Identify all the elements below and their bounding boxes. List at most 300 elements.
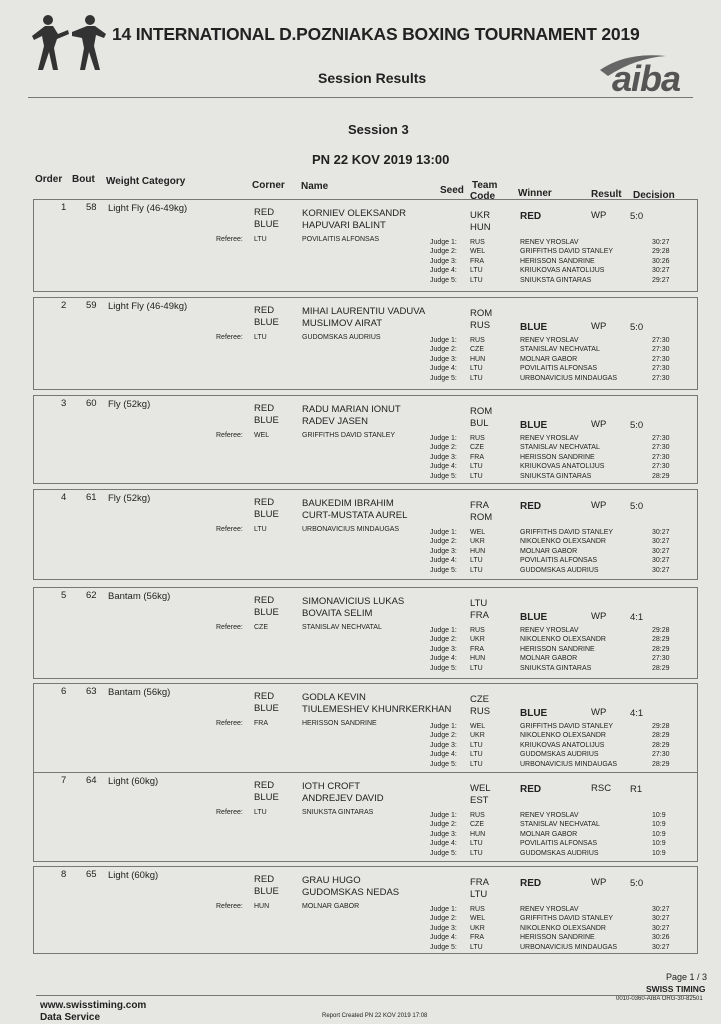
blue-team-code: RUS xyxy=(470,706,491,717)
judge-label: Judge 2: xyxy=(430,821,457,829)
blue-corner-label: BLUE xyxy=(254,703,279,714)
judge-score: 28:29 xyxy=(652,741,670,749)
judge-nation: LTU xyxy=(470,751,483,759)
judge-nation: RUS xyxy=(470,627,485,634)
red-boxer-name: GRAU HUGO xyxy=(302,875,361,886)
judge-score: 30:27 xyxy=(652,943,670,951)
judge-label: Judge 1: xyxy=(430,435,457,442)
referee-label: Referee: xyxy=(216,334,243,341)
judge-nation: LTU xyxy=(470,741,483,749)
judge-name: KRIUKOVAS ANATOLIJUS xyxy=(520,463,605,471)
judge-score: 10:9 xyxy=(652,840,666,848)
judge-nation: RUS xyxy=(470,906,485,913)
judge-score: 27:30 xyxy=(652,655,670,663)
referee-label: Referee: xyxy=(216,624,243,631)
judge-label: Judge 1: xyxy=(430,627,457,634)
judge-score: 10:9 xyxy=(652,830,666,838)
referee-nation: LTU xyxy=(254,526,267,533)
red-boxer-name: RADU MARIAN IONUT xyxy=(302,404,401,415)
judge-name: GRIFFITHS DAVID STANLEY xyxy=(520,529,614,536)
judge-label: Judge 5: xyxy=(430,664,457,672)
referee-name: GUDOMSKAS AUDRIUS xyxy=(302,334,381,341)
referee-nation: WEL xyxy=(254,432,270,439)
red-team-code: ROM xyxy=(470,308,493,319)
winner-corner: RED xyxy=(520,211,542,222)
judge-name: MOLNAR GABOR xyxy=(520,547,578,555)
decision-score: 5:0 xyxy=(630,420,644,431)
blue-boxer-name: BOVAITA SELIM xyxy=(302,608,373,619)
blue-corner-label: BLUE xyxy=(254,792,279,803)
bout-number: 62 xyxy=(86,590,97,601)
judge-nation: HUN xyxy=(470,655,486,663)
red-team-code: WEL xyxy=(470,783,491,794)
judge-score: 27:30 xyxy=(652,355,670,363)
weight-category: Bantam (56kg) xyxy=(108,591,171,602)
red-boxer-name: MIHAI LAURENTIU VADUVA xyxy=(302,306,426,317)
judge-nation: LTU xyxy=(470,463,483,471)
judge-score: 29:28 xyxy=(652,723,670,730)
blue-corner-label: BLUE xyxy=(254,415,279,426)
weight-category: Fly (52kg) xyxy=(108,493,151,504)
judge-nation: LTU xyxy=(470,760,483,768)
judge-nation: FRA xyxy=(470,257,484,265)
judge-name: GRIFFITHS DAVID STANLEY xyxy=(520,915,614,923)
blue-boxer-name: GUDOMSKAS NEDAS xyxy=(302,887,400,898)
blue-boxer-name: MUSLIMOV AIRAT xyxy=(302,318,383,329)
judge-name: KRIUKOVAS ANATOLIJUS xyxy=(520,741,605,749)
judge-nation: LTU xyxy=(470,365,483,373)
judge-label: Judge 2: xyxy=(430,248,457,256)
winner-corner: BLUE xyxy=(520,708,548,719)
judge-nation: CZE xyxy=(470,821,484,829)
judge-name: GUDOMSKAS AUDRIUS xyxy=(520,849,599,857)
referee-nation: FRA xyxy=(254,720,268,727)
judge-nation: HUN xyxy=(470,355,486,363)
session-datetime: PN 22 KOV 2019 13:00 xyxy=(312,152,450,167)
bout-order: 4 xyxy=(61,492,67,503)
bout-number: 60 xyxy=(86,398,97,409)
judge-nation: LTU xyxy=(470,374,483,382)
judge-name: RENEV YROSLAV xyxy=(520,906,579,913)
red-team-code: FRA xyxy=(470,500,489,511)
judge-nation: RUS xyxy=(470,337,485,344)
judge-score: 30:27 xyxy=(652,529,670,536)
blue-corner-label: BLUE xyxy=(254,607,279,618)
judge-score: 30:27 xyxy=(652,239,670,246)
result-type: WP xyxy=(591,321,607,332)
bout-order: 7 xyxy=(61,775,67,786)
judge-label: Judge 1: xyxy=(430,529,457,536)
judge-name: NIKOLENKO OLEXSANDR xyxy=(520,924,606,932)
judge-score: 28:29 xyxy=(652,636,670,644)
judge-name: RENEV YROSLAV xyxy=(520,812,579,819)
judge-score: 30:27 xyxy=(652,538,670,546)
col-corner: Corner xyxy=(252,180,285,191)
judge-label: Judge 5: xyxy=(430,566,457,574)
referee-label: Referee: xyxy=(216,526,243,533)
col-seed: Seed xyxy=(440,185,464,196)
red-corner-label: RED xyxy=(254,305,275,316)
result-type: WP xyxy=(591,500,607,511)
judge-name: GUDOMSKAS AUDRIUS xyxy=(520,751,599,759)
judge-score: 28:29 xyxy=(652,664,670,672)
bout-number: 59 xyxy=(86,300,97,311)
referee-name: GRIFFITHS DAVID STANLEY xyxy=(302,432,396,439)
blue-corner-label: BLUE xyxy=(254,509,279,520)
red-team-code: LTU xyxy=(470,598,488,609)
judge-nation: WEL xyxy=(470,723,486,730)
judge-label: Judge 4: xyxy=(430,557,457,565)
blue-boxer-name: RADEV JASEN xyxy=(302,416,368,427)
blue-team-code: EST xyxy=(470,795,489,806)
red-team-code: FRA xyxy=(470,877,489,888)
judge-name: URBONAVICIUS MINDAUGAS xyxy=(520,943,618,951)
judge-nation: HUN xyxy=(470,547,486,555)
judge-name: POVILAITIS ALFONSAS xyxy=(520,840,598,848)
red-boxer-name: IOTH CROFT xyxy=(302,781,361,792)
judge-label: Judge 3: xyxy=(430,924,457,932)
referee-name: STANISLAV NECHVATAL xyxy=(302,624,382,631)
judge-nation: UKR xyxy=(470,636,485,644)
result-type: WP xyxy=(591,707,607,718)
page-subtitle: Session Results xyxy=(318,70,427,86)
judge-nation: WEL xyxy=(470,915,486,923)
judge-score: 30:27 xyxy=(652,924,670,932)
judge-nation: LTU xyxy=(470,472,483,480)
col-name: Name xyxy=(301,181,329,192)
page-number: Page 1 / 3 xyxy=(666,972,708,982)
website-link[interactable]: www.swisstiming.com xyxy=(40,1000,147,1011)
result-type: WP xyxy=(591,877,607,888)
judge-label: Judge 1: xyxy=(430,337,457,344)
weight-category: Light (60kg) xyxy=(108,870,159,881)
brand-name: SWISS TIMING xyxy=(646,984,706,994)
winner-corner: RED xyxy=(520,784,542,795)
judge-nation: UKR xyxy=(470,538,485,546)
judge-score: 30:27 xyxy=(652,547,670,555)
judge-nation: LTU xyxy=(470,849,483,857)
red-corner-label: RED xyxy=(254,691,275,702)
judge-label: Judge 3: xyxy=(430,257,457,265)
bout-order: 3 xyxy=(61,398,67,409)
judge-nation: LTU xyxy=(470,267,483,275)
col-weight: Weight Category xyxy=(106,176,186,187)
blue-team-code: LTU xyxy=(470,889,488,900)
blue-team-code: HUN xyxy=(470,222,491,233)
judge-score: 27:30 xyxy=(652,453,670,461)
referee-nation: HUN xyxy=(254,903,270,910)
referee-label: Referee: xyxy=(216,432,243,439)
judge-nation: FRA xyxy=(470,645,484,653)
blue-boxer-name: HAPUVARI BALINT xyxy=(302,220,386,231)
judge-label: Judge 1: xyxy=(430,812,457,819)
judge-name: MOLNAR GABOR xyxy=(520,655,578,663)
red-team-code: CZE xyxy=(470,694,489,705)
judge-label: Judge 5: xyxy=(430,760,457,768)
judge-name: GRIFFITHS DAVID STANLEY xyxy=(520,248,614,256)
judge-score: 30:26 xyxy=(652,257,670,265)
bout-order: 5 xyxy=(61,590,67,601)
judge-score: 29:28 xyxy=(652,248,670,256)
judge-name: GUDOMSKAS AUDRIUS xyxy=(520,566,599,574)
judge-nation: LTU xyxy=(470,276,483,284)
judge-nation: LTU xyxy=(470,943,483,951)
judge-label: Judge 1: xyxy=(430,239,457,246)
judge-name: HERISSON SANDRINE xyxy=(520,257,595,265)
red-boxer-name: BAUKEDIM IBRAHIM xyxy=(302,498,394,509)
judge-label: Judge 5: xyxy=(430,374,457,382)
report-created: Report Created PN 22 KOV 2019 17:08 xyxy=(322,1013,428,1019)
session-title: Session 3 xyxy=(348,122,409,137)
judge-label: Judge 4: xyxy=(430,751,457,759)
decision-score: 5:0 xyxy=(630,501,644,512)
judge-score: 30:27 xyxy=(652,906,670,913)
judge-nation: UKR xyxy=(470,924,485,932)
judge-score: 28:29 xyxy=(652,760,670,768)
judge-label: Judge 5: xyxy=(430,276,457,284)
referee-name: SNIUKSTA GINTARAS xyxy=(302,809,374,816)
judge-name: MOLNAR GABOR xyxy=(520,355,578,363)
red-corner-label: RED xyxy=(254,595,275,606)
weight-category: Light (60kg) xyxy=(108,776,159,787)
col-team: Team xyxy=(472,180,498,191)
col-bout: Bout xyxy=(72,174,95,185)
winner-corner: BLUE xyxy=(520,612,548,623)
judge-name: POVILAITIS ALFONSAS xyxy=(520,365,598,373)
red-team-code: UKR xyxy=(470,210,491,221)
red-corner-label: RED xyxy=(254,207,275,218)
red-team-code: ROM xyxy=(470,406,493,417)
judge-label: Judge 5: xyxy=(430,849,457,857)
referee-nation: LTU xyxy=(254,334,267,341)
judge-name: URBONAVICIUS MINDAUGAS xyxy=(520,374,618,382)
blue-team-code: FRA xyxy=(470,610,489,621)
referee-label: Referee: xyxy=(216,809,243,816)
red-boxer-name: SIMONAVICIUS LUKAS xyxy=(302,596,405,607)
decision-score: 5:0 xyxy=(630,211,644,222)
result-type: WP xyxy=(591,419,607,430)
red-corner-label: RED xyxy=(254,874,275,885)
judge-name: GRIFFITHS DAVID STANLEY xyxy=(520,723,614,730)
judge-label: Judge 5: xyxy=(430,943,457,951)
judge-name: POVILAITIS ALFONSAS xyxy=(520,557,598,565)
judge-score: 27:30 xyxy=(652,337,670,344)
judge-name: HERISSON SANDRINE xyxy=(520,453,595,461)
judge-name: STANISLAV NECHVATAL xyxy=(520,346,600,354)
blue-corner-label: BLUE xyxy=(254,317,279,328)
judge-name: NIKOLENKO OLEXSANDR xyxy=(520,538,606,546)
judge-score: 28:29 xyxy=(652,732,670,740)
judge-label: Judge 4: xyxy=(430,463,457,471)
referee-name: URBONAVICIUS MINDAUGAS xyxy=(302,526,400,533)
judge-label: Judge 3: xyxy=(430,355,457,363)
judge-label: Judge 5: xyxy=(430,472,457,480)
judge-nation: FRA xyxy=(470,934,484,942)
judge-name: SNIUKSTA GINTARAS xyxy=(520,664,592,672)
judge-label: Judge 2: xyxy=(430,346,457,354)
judge-score: 27:30 xyxy=(652,435,670,442)
weight-category: Light Fly (46-49kg) xyxy=(108,203,188,214)
judge-score: 30:27 xyxy=(652,566,670,574)
blue-team-code: RUS xyxy=(470,320,491,331)
judge-label: Judge 2: xyxy=(430,636,457,644)
red-boxer-name: KORNIEV OLEKSANDR xyxy=(302,208,406,219)
header-divider xyxy=(28,97,693,98)
decision-score: R1 xyxy=(630,784,643,795)
judge-score: 30:27 xyxy=(652,915,670,923)
judge-label: Judge 2: xyxy=(430,732,457,740)
judge-label: Judge 3: xyxy=(430,453,457,461)
judge-label: Judge 2: xyxy=(430,444,457,452)
judge-name: SNIUKSTA GINTARAS xyxy=(520,472,592,480)
judge-nation: CZE xyxy=(470,444,484,452)
judge-nation: RUS xyxy=(470,435,485,442)
red-corner-label: RED xyxy=(254,497,275,508)
judge-label: Judge 4: xyxy=(430,934,457,942)
blue-team-code: BUL xyxy=(470,418,489,429)
judge-name: MOLNAR GABOR xyxy=(520,830,578,838)
judge-name: KRIUKOVAS ANATOLIJUS xyxy=(520,267,605,275)
col-winner: Winner xyxy=(518,188,552,199)
judge-label: Judge 1: xyxy=(430,723,457,730)
judge-score: 29:28 xyxy=(652,627,670,634)
judge-name: RENEV YROSLAV xyxy=(520,435,579,442)
judge-label: Judge 2: xyxy=(430,915,457,923)
referee-label: Referee: xyxy=(216,903,243,910)
tournament-title: 14 INTERNATIONAL D.POZNIAKAS BOXING TOURNAMENT 2019 xyxy=(112,24,640,44)
winner-corner: BLUE xyxy=(520,420,548,431)
aiba-logo: aiba xyxy=(612,58,681,99)
winner-corner: RED xyxy=(520,878,542,889)
boxers-logo-icon xyxy=(28,8,112,74)
referee-nation: CZE xyxy=(254,624,268,631)
judge-nation: RUS xyxy=(470,812,485,819)
blue-corner-label: BLUE xyxy=(254,219,279,230)
judge-label: Judge 4: xyxy=(430,840,457,848)
judge-score: 30:27 xyxy=(652,267,670,275)
judge-name: HERISSON SANDRINE xyxy=(520,934,595,942)
bout-number: 61 xyxy=(86,492,97,503)
judge-name: STANISLAV NECHVATAL xyxy=(520,444,600,452)
weight-category: Light Fly (46-49kg) xyxy=(108,301,188,312)
judge-score: 27:30 xyxy=(652,374,670,382)
judge-score: 27:30 xyxy=(652,365,670,373)
judge-score: 27:30 xyxy=(652,444,670,452)
judge-nation: LTU xyxy=(470,664,483,672)
decision-score: 4:1 xyxy=(630,708,644,719)
judge-label: Judge 3: xyxy=(430,741,457,749)
bout-order: 2 xyxy=(61,300,67,311)
judge-nation: LTU xyxy=(470,566,483,574)
blue-boxer-name: CURT-MUSTATA AUREL xyxy=(302,510,408,521)
bout-order: 1 xyxy=(61,202,67,213)
judge-nation: FRA xyxy=(470,453,484,461)
judge-score: 27:30 xyxy=(652,751,670,759)
judge-label: Judge 3: xyxy=(430,830,457,838)
judge-name: STANISLAV NECHVATAL xyxy=(520,821,600,829)
judge-label: Judge 1: xyxy=(430,906,457,913)
weight-category: Fly (52kg) xyxy=(108,399,151,410)
bout-number: 65 xyxy=(86,869,97,880)
winner-corner: RED xyxy=(520,501,542,512)
judge-name: NIKOLENKO OLEXSANDR xyxy=(520,732,606,740)
judge-name: URBONAVICIUS MINDAUGAS xyxy=(520,760,618,768)
result-type: WP xyxy=(591,611,607,622)
judge-label: Judge 3: xyxy=(430,547,457,555)
red-corner-label: RED xyxy=(254,403,275,414)
judge-nation: WEL xyxy=(470,248,486,256)
col-code: Code xyxy=(470,191,495,202)
referee-nation: LTU xyxy=(254,809,267,816)
referee-label: Referee: xyxy=(216,720,243,727)
result-type: WP xyxy=(591,210,607,221)
judge-nation: UKR xyxy=(470,732,485,740)
blue-boxer-name: TIULEMESHEV KHUNRKERKHAN xyxy=(302,704,452,715)
judge-label: Judge 4: xyxy=(430,267,457,275)
judge-label: Judge 4: xyxy=(430,655,457,663)
decision-score: 5:0 xyxy=(630,878,644,889)
judge-score: 28:29 xyxy=(652,645,670,653)
referee-label: Referee: xyxy=(216,236,243,243)
referee-name: MOLNAR GABOR xyxy=(302,903,360,910)
judge-name: SNIUKSTA GINTARAS xyxy=(520,276,592,284)
judge-score: 10:9 xyxy=(652,849,666,857)
footer-divider xyxy=(36,995,695,996)
judge-nation: CZE xyxy=(470,346,484,354)
bout-order: 6 xyxy=(61,686,67,697)
judge-nation: WEL xyxy=(470,529,486,536)
referee-name: POVILAITIS ALFONSAS xyxy=(302,236,380,243)
judge-label: Judge 4: xyxy=(430,365,457,373)
judge-score: 29:27 xyxy=(652,276,670,284)
result-type: RSC xyxy=(591,783,612,794)
judge-score: 10:9 xyxy=(652,821,666,829)
judge-score: 27:30 xyxy=(652,463,670,471)
referee-name: HERISSON SANDRINE xyxy=(302,720,377,727)
col-decision: Decision xyxy=(633,190,675,201)
judge-score: 10:9 xyxy=(652,812,666,819)
data-service-label: Data Service xyxy=(40,1012,101,1023)
decision-score: 4:1 xyxy=(630,612,644,623)
red-corner-label: RED xyxy=(254,780,275,791)
bout-order: 8 xyxy=(61,869,67,880)
judge-nation: LTU xyxy=(470,840,483,848)
col-result: Result xyxy=(591,189,622,200)
decision-score: 5:0 xyxy=(630,322,644,333)
judge-score: 30:27 xyxy=(652,557,670,565)
judge-name: RENEV YROSLAV xyxy=(520,627,579,634)
red-boxer-name: GODLA KEVIN xyxy=(302,692,366,703)
blue-corner-label: BLUE xyxy=(254,886,279,897)
blue-team-code: ROM xyxy=(470,512,493,523)
judge-score: 30:26 xyxy=(652,934,670,942)
judge-name: RENEV YROSLAV xyxy=(520,337,579,344)
bout-number: 63 xyxy=(86,686,97,697)
judge-name: NIKOLENKO OLEXSANDR xyxy=(520,636,606,644)
bout-number: 58 xyxy=(86,202,97,213)
judge-name: RENEV YROSLAV xyxy=(520,239,579,246)
weight-category: Bantam (56kg) xyxy=(108,687,171,698)
winner-corner: BLUE xyxy=(520,322,548,333)
report-code: 0010-0360-AIBA ORG-30-82501 xyxy=(616,996,703,1002)
judge-nation: RUS xyxy=(470,239,485,246)
col-order: Order xyxy=(35,174,63,185)
judge-score: 27:30 xyxy=(652,346,670,354)
referee-nation: LTU xyxy=(254,236,267,243)
bout-number: 64 xyxy=(86,775,97,786)
judge-nation: HUN xyxy=(470,830,486,838)
judge-label: Judge 2: xyxy=(430,538,457,546)
